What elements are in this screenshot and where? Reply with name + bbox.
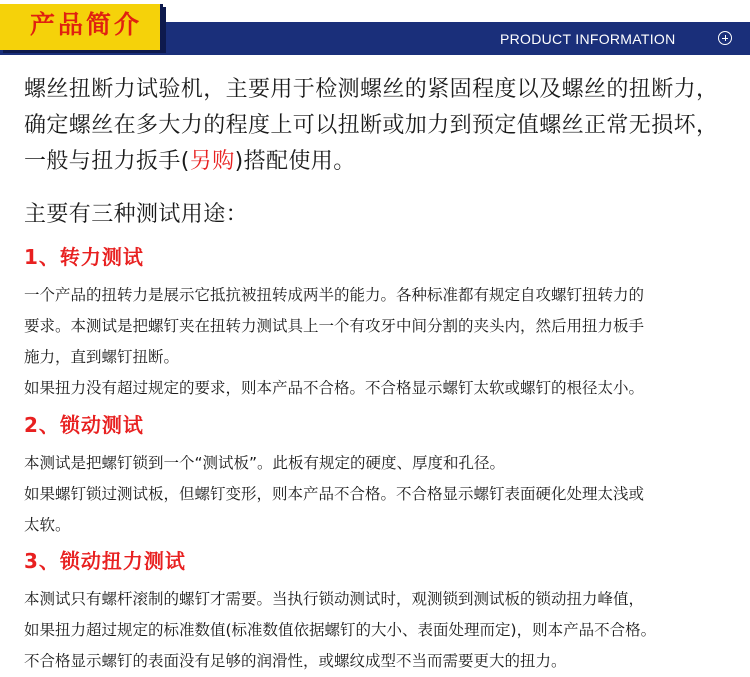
body-line: 本测试是把螺钉锁到一个“测试板”。此板有规定的硬度、厚度和孔径。 (24, 454, 506, 472)
section-title-torque-test: 1、转力测试 (24, 245, 144, 269)
banner-subtitle: PRODUCT INFORMATION (500, 31, 676, 47)
intro-line: 螺丝扭断力试验机，主要用于检测螺丝的紧固程度以及螺丝的扭断力， (24, 77, 719, 102)
optional-purchase-note: 另购 (189, 149, 235, 174)
intro-paragraph (24, 72, 746, 180)
body-line: 如果扭力超过规定的标准数值(标准数值依据螺钉的大小、表面处理而定)，则本产品不合格。 (24, 621, 657, 639)
body-line: 如果螺钉锁过测试板，但螺钉变形，则本产品不合格。不合格显示螺钉表面硬化处理太浅或 (24, 485, 645, 503)
body-line: 如果扭力没有超过规定的要求，则本产品不合格。不合格显示螺钉太软或螺钉的根径太小。 (24, 379, 645, 397)
section-body-torque-test (24, 280, 746, 404)
body-line: 施力，直到螺钉扭断。 (24, 348, 180, 366)
body-line: 不合格显示螺钉的表面没有足够的润滑性，或螺纹成型不当而需要更大的扭力。 (24, 652, 567, 670)
section-title-drive-torque-test: 3、锁动扭力测试 (24, 549, 186, 573)
section-body-drive-test (24, 448, 746, 541)
intro-text: 一般与扭力扳手( (24, 149, 190, 174)
body-line: 要求。本测试是把螺钉夹在扭转力测试具上一个有攻牙中间分割的夹头内，然后用扭力板手 (24, 317, 645, 335)
intro-line (24, 144, 746, 180)
body-line: 本测试只有螺杆滚制的螺钉才需要。当执行锁动测试时，观测锁到测试板的锁动扭力峰值， (24, 590, 645, 608)
body-line: 一个产品的扭转力是展示它抵抗被扭转成两半的能力。各种标准都有规定自攻螺钉扭转力的 (24, 286, 645, 304)
body-line: 太软。 (24, 516, 71, 534)
section-banner (0, 0, 750, 62)
intro-text: )搭配使用。 (234, 149, 356, 174)
section-body-drive-torque-test (24, 584, 746, 677)
section-title-drive-test: 2、锁动测试 (24, 413, 144, 437)
usage-heading: 主要有三种测试用途： (24, 202, 249, 227)
plus-circle-icon[interactable] (718, 31, 732, 45)
banner-title: 产品简介 (30, 10, 143, 39)
intro-line: 确定螺丝在多大力的程度上可以扭断或加力到预定值螺丝正常无损坏， (24, 113, 719, 138)
